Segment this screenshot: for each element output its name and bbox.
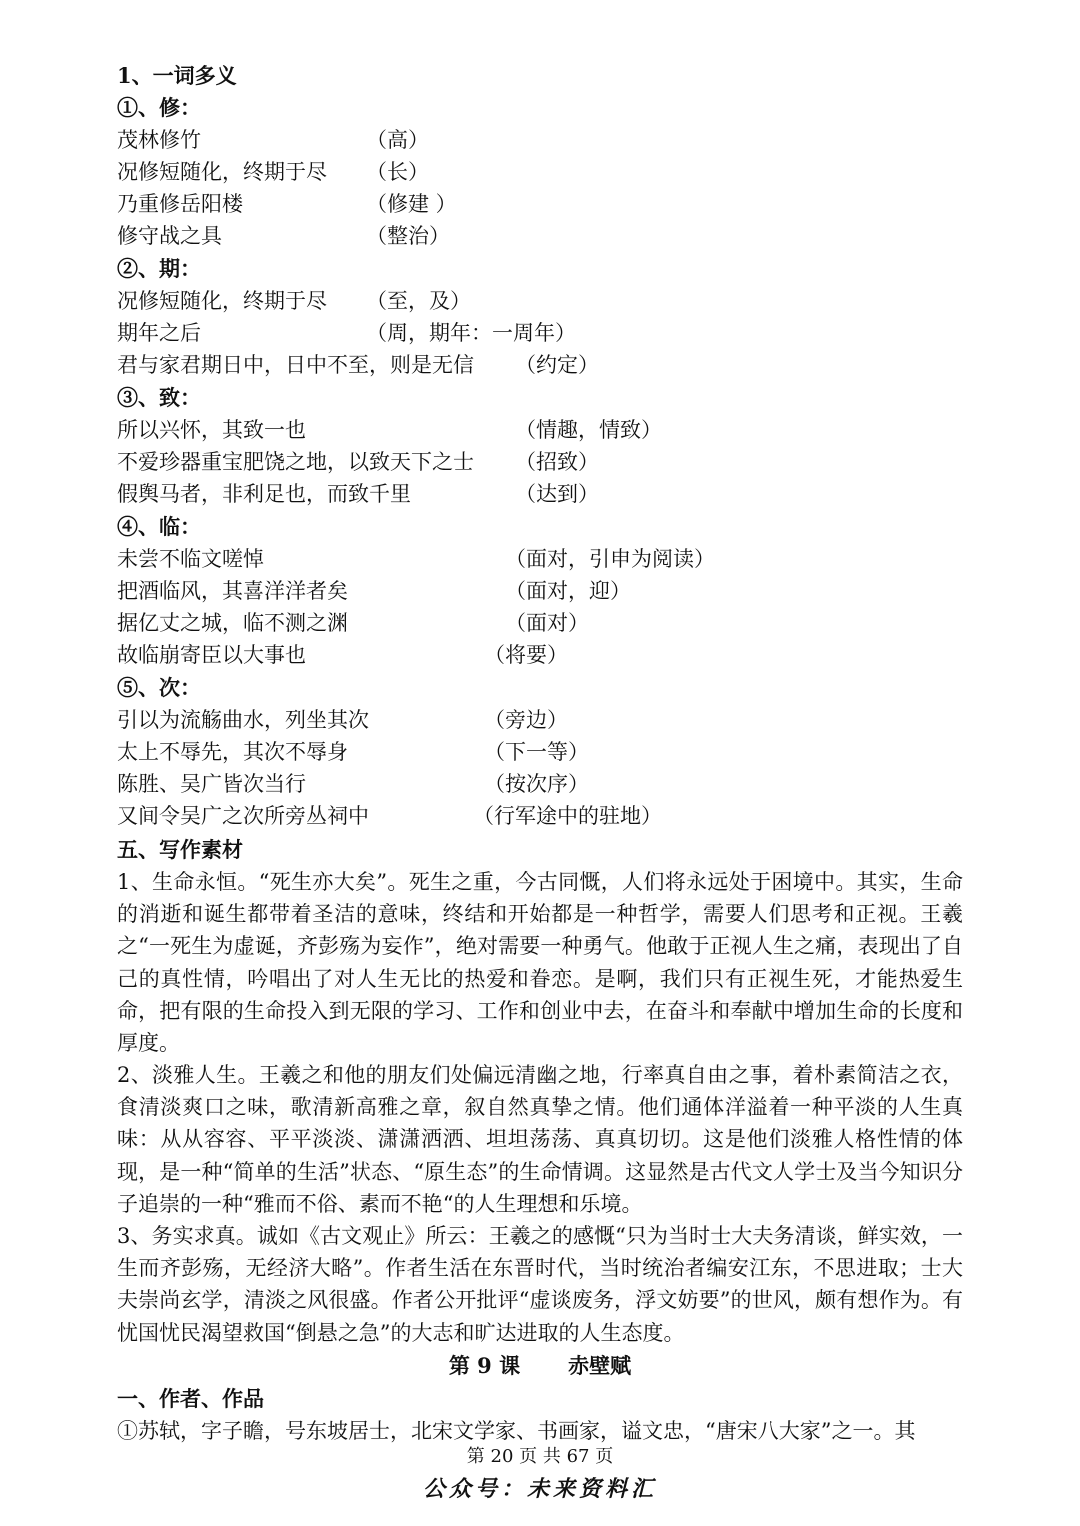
example-text: 又间令吴广之次所旁丛祠中 bbox=[117, 804, 369, 828]
group-title-ci: ⑤、次： bbox=[117, 675, 201, 700]
writing-paragraph-2: 2、淡雅人生。王羲之和他的朋友们处偏远清幽之地，行率真自由之事，着朴素简洁之衣，食清淡爽口之味，歌清新高雅之章，叙自然真挚之情。他们通体洋溢着一种平淡的人生真味：从从容容、平平淡淡、潇潇洒洒、坦坦荡荡、真真切切。这是他们淡雅人格性情的体现，是一种“简单的生活”状态、“原生态”的生命情调。这显然是古代文人学士及当今知识分子追崇的一种“雅而不俗、素而不艳“的人生理想和乐境。 bbox=[117, 1063, 963, 1216]
example-text: 君与家君期日中，日中不至，则是无信 bbox=[117, 353, 474, 377]
example-text: 把酒临风，其喜洋洋者矣 bbox=[117, 579, 348, 603]
group-title-xiu: ①、修： bbox=[117, 95, 201, 120]
gloss-text: （面对，引申为阅读） bbox=[505, 547, 715, 571]
example-text: 陈胜、吴广皆次当行 bbox=[117, 772, 306, 796]
example-text: 据亿丈之城，临不测之渊 bbox=[117, 611, 348, 635]
author-first-line: ①苏轼，字子瞻，号东坡居士，北宋文学家、书画家，谥文忠，“唐宋八大家”之一。其 bbox=[117, 1419, 916, 1443]
gloss-text: （整治） bbox=[366, 224, 450, 248]
gloss-text: （将要） bbox=[484, 643, 568, 667]
example-text: 太上不辱先，其次不辱身 bbox=[117, 740, 348, 764]
writing-paragraph-1: 1、生命永恒。“死生亦大矣”。死生之重，今古同慨，人们将永远处于困境中。其实，生命的消逝和诞生都带着圣洁的意味，终结和开始都是一种哲学，需要人们思考和正视。王羲之“一死生为虚诞，齐彭殇为妄作”，绝对需要一种勇气。他敢于正视人生之痛，表现出了自己的真性情，吟唱出了对人生无比的热爱和眷恋。是啊，我们只有正视生死，才能热爱生命，把有限的生命投入到无限的学习、工作和创业中去，在奋斗和奉献中增加生命的长度和厚度。 bbox=[117, 870, 963, 1056]
example-text: 茂林修竹 bbox=[117, 128, 201, 152]
group-title-lin: ④、临： bbox=[117, 514, 201, 539]
group-title-zhi: ③、致： bbox=[117, 385, 201, 410]
example-text: 故临崩寄臣以大事也 bbox=[117, 643, 306, 667]
gloss-text: （情趣，情致） bbox=[515, 418, 662, 442]
gloss-text: （周，期年：一周年） bbox=[366, 321, 576, 345]
section-heading-writing-material: 五、写作素材 bbox=[117, 837, 243, 862]
writing-paragraph-3: 3、务实求真。诚如《古文观止》所云：王羲之的感慨“只为当时士大夫务清谈，鲜实效，一生而齐彭殇，无经济大略”。作者生活在东晋时代，当时统治者编安江东，不思进取；士大夫崇尚玄学，清淡之风很盛。作者公开批评“虚谈废务，浮文妨要”的世风，颇有想作为。有忧国忧民渴望救国“倒悬之急”的大志和旷达进取的人生态度。 bbox=[117, 1224, 963, 1345]
example-text: 未尝不临文嗟悼 bbox=[117, 547, 264, 571]
gloss-text: （达到） bbox=[515, 482, 599, 506]
example-text: 况修短随化，终期于尽 bbox=[117, 289, 327, 313]
lesson-number: 第 9 课 bbox=[448, 1353, 521, 1378]
example-text: 况修短随化，终期于尽 bbox=[117, 160, 327, 184]
section-heading-polysemy: 1、一词多义 bbox=[117, 63, 237, 88]
group-title-qi: ②、期： bbox=[117, 256, 201, 281]
example-text: 所以兴怀，其致一也 bbox=[117, 418, 306, 442]
example-text: 期年之后 bbox=[117, 321, 201, 345]
example-text: 假舆马者，非利足也，而致千里 bbox=[117, 482, 411, 506]
gloss-text: （旁边） bbox=[484, 708, 568, 732]
footer-brand: 公众号：未来资料汇 bbox=[422, 1476, 657, 1502]
gloss-text: （面对，迎） bbox=[505, 579, 631, 603]
section-heading-author: 一、作者、作品 bbox=[117, 1386, 264, 1411]
gloss-text: （招致） bbox=[515, 450, 599, 474]
gloss-text: （修建 ） bbox=[366, 192, 457, 216]
gloss-text: （下一等） bbox=[484, 740, 589, 764]
lesson-name: 赤壁赋 bbox=[568, 1353, 632, 1378]
example-text: 乃重修岳阳楼 bbox=[117, 192, 243, 216]
lesson-title bbox=[0, 1350, 1080, 1382]
gloss-text: （至，及） bbox=[366, 289, 471, 313]
gloss-text: （高） bbox=[366, 128, 429, 152]
gloss-text: （长） bbox=[366, 160, 429, 184]
example-text: 修守战之具 bbox=[117, 224, 222, 248]
gloss-text: （面对） bbox=[505, 611, 589, 635]
page-number: 第 20 页 共 67 页 bbox=[466, 1446, 614, 1467]
gloss-text: （约定） bbox=[515, 353, 599, 377]
gloss-text: （行军途中的驻地） bbox=[473, 804, 662, 828]
example-text: 不爱珍器重宝肥饶之地，以致天下之士 bbox=[117, 450, 474, 474]
gloss-text: （按次序） bbox=[484, 772, 589, 796]
example-text: 引以为流觞曲水，列坐其次 bbox=[117, 708, 369, 732]
